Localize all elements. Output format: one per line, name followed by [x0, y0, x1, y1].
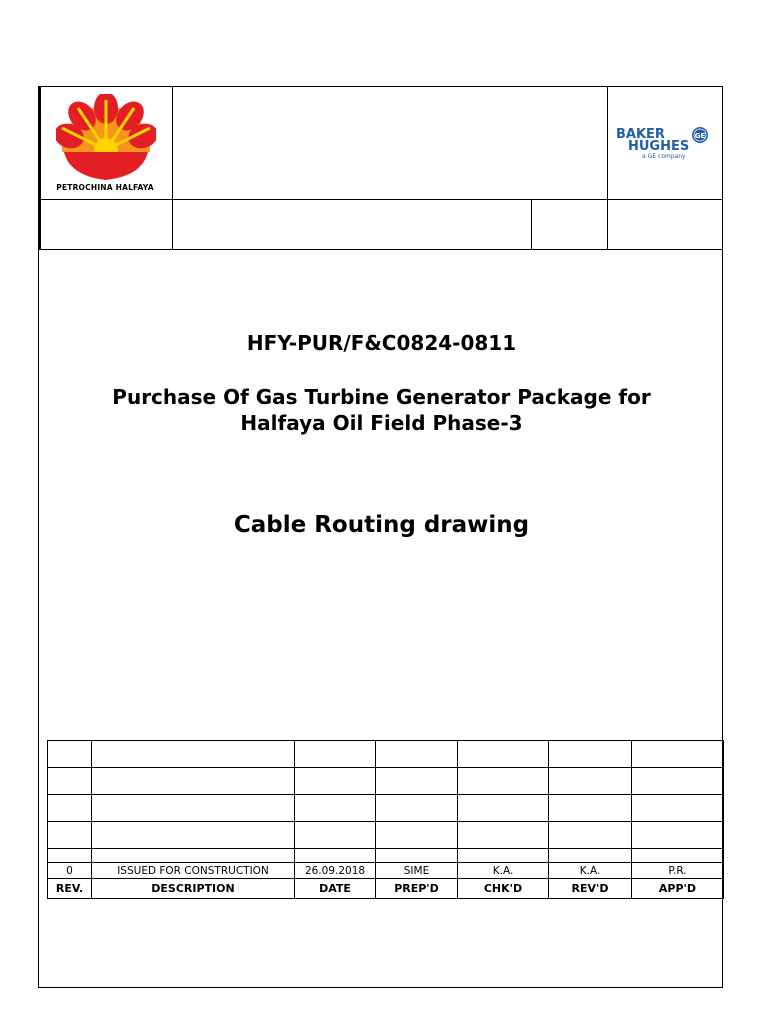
document-number: HFY-PUR/F&C0824-0811 [246, 331, 517, 355]
table-header-row [48, 879, 724, 899]
project-title-line1: Purchase Of Gas Turbine Generator Package for [112, 385, 651, 409]
document-title: Cable Routing drawing [233, 512, 530, 538]
column-header: DATE [295, 879, 376, 899]
petrochina-caption: PETROCHINA HALFAYA [56, 183, 154, 192]
petrochina-logo [56, 94, 156, 194]
project-title [40, 384, 723, 436]
column-header: REV. [48, 879, 92, 899]
column-header: CHK'D [458, 879, 549, 899]
column-header: REV'D [549, 879, 632, 899]
revision-table [47, 740, 724, 899]
date-cell: 26.09.2018 [295, 863, 376, 879]
table-row [48, 849, 724, 863]
table-row [48, 795, 724, 822]
appd-cell: P.R. [632, 863, 724, 879]
prepd-cell: SIME [376, 863, 458, 879]
rev-cell: 0 [48, 863, 92, 879]
header-cell-r2-c3 [531, 199, 608, 250]
table-row [48, 863, 724, 879]
baker-hughes-logo [616, 124, 716, 164]
chkd-cell: K.A. [458, 863, 549, 879]
table-row [48, 768, 724, 795]
title-cell-top [172, 86, 608, 200]
project-title-line2: Halfaya Oil Field Phase-3 [240, 411, 523, 435]
header-cell-r2-c1 [38, 199, 173, 250]
revd-cell: K.A. [549, 863, 632, 879]
table-row [48, 822, 724, 849]
bh-line1: BAKER [616, 127, 665, 142]
column-header: PREP'D [376, 879, 458, 899]
column-header: APP'D [632, 879, 724, 899]
column-header: DESCRIPTION [92, 879, 295, 899]
description-cell: ISSUED FOR CONSTRUCTION [92, 863, 295, 879]
bh-line2: HUGHES [628, 139, 690, 154]
header-cell-r2-c2 [172, 199, 532, 250]
bh-tagline: a GE company [642, 153, 686, 160]
header-cell-r2-c4 [607, 199, 723, 250]
ge-badge: GE [694, 132, 706, 140]
table-row [48, 741, 724, 768]
